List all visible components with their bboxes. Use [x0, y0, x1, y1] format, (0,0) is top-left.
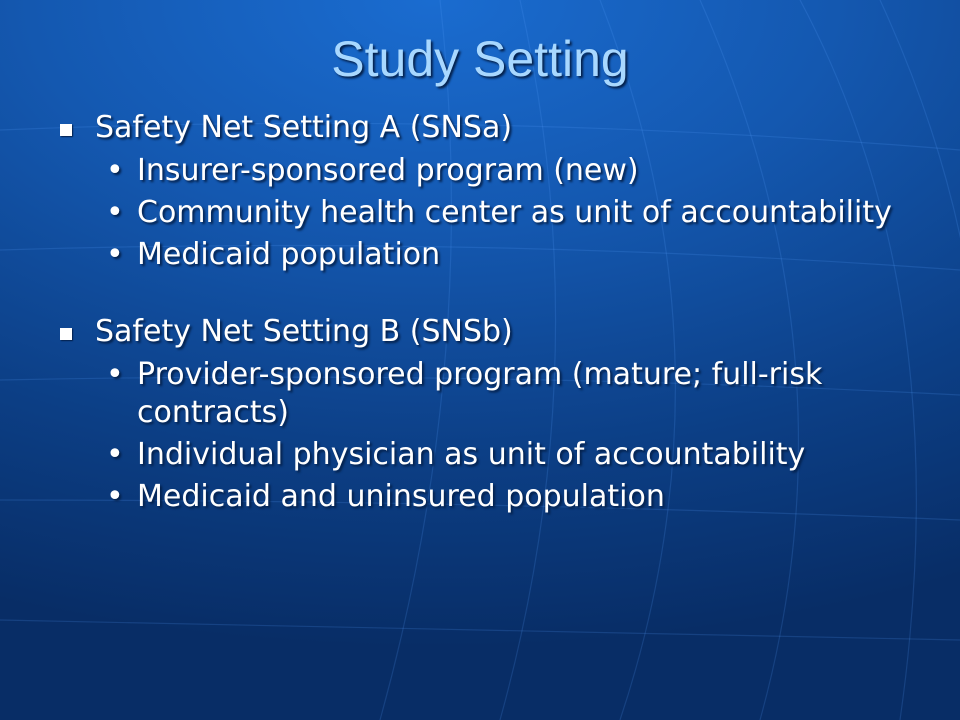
- bullet-text: Community health center as unit of accountability: [137, 195, 892, 230]
- bullet-level1: [0, 312, 960, 352]
- bullet-level2: [0, 236, 960, 274]
- bullet-text: Provider-sponsored program (mature; full-risk contracts): [137, 357, 823, 430]
- section-heading: Safety Net Setting B (SNSb): [95, 314, 513, 349]
- square-bullet-icon: [60, 124, 72, 136]
- dot-bullet-icon: •: [106, 195, 124, 230]
- bullet-text: Insurer-sponsored program (new): [137, 153, 639, 188]
- section-snsa: [0, 108, 960, 274]
- section-snsb: [0, 312, 960, 516]
- bullet-level2: [0, 356, 960, 432]
- bullet-level2: [0, 478, 960, 516]
- bullet-level2: [0, 436, 960, 474]
- bullet-text: Individual physician as unit of accountability: [137, 437, 806, 472]
- section-heading: Safety Net Setting A (SNSa): [95, 110, 513, 145]
- bullet-text: Medicaid and uninsured population: [137, 479, 665, 514]
- dot-bullet-icon: •: [106, 153, 124, 188]
- bullet-level2: [0, 152, 960, 190]
- slide-content: [0, 108, 960, 516]
- dot-bullet-icon: •: [106, 437, 124, 472]
- bullet-text: Medicaid population: [137, 237, 441, 272]
- square-bullet-icon: [60, 328, 72, 340]
- bullet-level1: [0, 108, 960, 148]
- dot-bullet-icon: •: [106, 479, 124, 514]
- dot-bullet-icon: •: [106, 357, 124, 392]
- slide-title: Study Setting: [331, 31, 629, 87]
- dot-bullet-icon: •: [106, 237, 124, 272]
- bullet-level2: [0, 194, 960, 232]
